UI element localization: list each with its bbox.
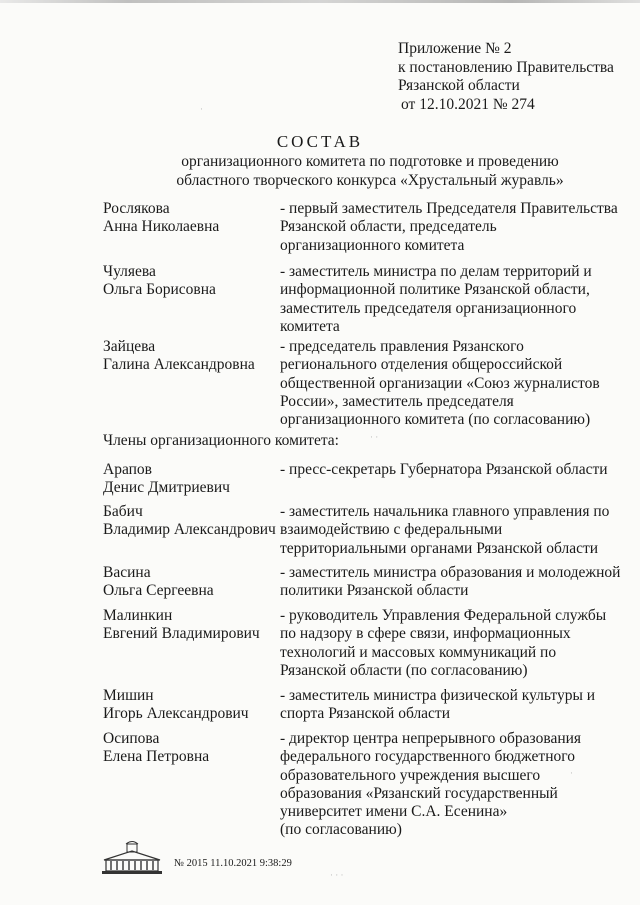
position-line: по надзору в сфере связи, информационных xyxy=(280,625,571,643)
position-line: федерального государственного бюджетного xyxy=(280,748,575,766)
position-line: - первый заместитель Председателя Правительства xyxy=(280,200,618,217)
member-name xyxy=(103,564,278,601)
registration-stamp xyxy=(100,840,400,880)
position-line: образовательного учреждения высшего xyxy=(280,766,541,784)
scan-speck: · · xyxy=(370,432,379,442)
position-line: взаимодействию с федеральными xyxy=(280,521,503,539)
member-name xyxy=(103,503,278,540)
member-position xyxy=(280,564,630,601)
member-surname: Арапов xyxy=(103,461,152,478)
position-line: - председатель правления Рязанского xyxy=(280,338,524,355)
member-position xyxy=(280,687,630,724)
member-surname: Осипова xyxy=(103,730,160,747)
government-building-icon xyxy=(100,840,164,876)
scan-speck: · xyxy=(570,768,573,778)
member-position xyxy=(280,730,630,840)
member-given-name: Владимир Александрович xyxy=(103,521,276,539)
position-line: общественной организации «Союз журналистов xyxy=(280,374,600,392)
subtitle-line-1: организационного комитета по подготовке и проведению xyxy=(181,153,559,170)
subtitle-line-2: областного творческого конкурса «Хрустальный журавль» xyxy=(176,172,564,189)
position-line: - заместитель начальника главного управления по xyxy=(280,503,610,520)
position-line: организационного комитета (по согласованию) xyxy=(280,411,591,429)
scan-edge xyxy=(0,0,640,3)
position-line: - заместитель министра физической культуры и xyxy=(280,687,596,704)
appendix-line-1: Приложение № 2 xyxy=(398,40,512,57)
member-surname: Васина xyxy=(103,564,151,581)
page-subtitle xyxy=(100,152,640,190)
position-line: заместитель председателя организационного xyxy=(280,299,577,317)
position-line: Рязанской области (по согласованию) xyxy=(280,661,528,679)
member-position xyxy=(280,607,630,680)
member-name xyxy=(103,263,278,300)
member-position xyxy=(280,200,630,255)
member-position xyxy=(280,263,630,336)
member-given-name: Ольга Борисовна xyxy=(103,281,216,299)
position-line: политики Рязанской области xyxy=(280,582,469,600)
appendix-line-3: Рязанской области xyxy=(398,77,520,94)
member-name xyxy=(103,730,278,767)
position-line: территориальными органами Рязанской области xyxy=(280,539,599,557)
position-line: - руководитель Управления Федеральной службы xyxy=(280,607,607,624)
member-given-name: Денис Дмитриевич xyxy=(103,479,230,497)
member-surname: Малинкин xyxy=(103,607,173,624)
position-line: комитета xyxy=(280,317,340,335)
position-line: технологий и массовых коммуникаций по xyxy=(280,643,557,661)
member-surname: Чуляева xyxy=(103,263,156,280)
appendix-line-4: от 12.10.2021 № 274 xyxy=(401,95,535,113)
member-surname: Бабич xyxy=(103,503,143,520)
members-heading: Члены организационного комитета: xyxy=(103,432,339,449)
scan-speck: · xyxy=(200,104,203,114)
member-name xyxy=(103,461,278,498)
position-line: информационной политике Рязанской области, xyxy=(280,281,590,299)
stamp-text: № 2015 11.10.2021 9:38:29 xyxy=(174,858,292,869)
member-given-name: Ольга Сергеевна xyxy=(103,582,214,600)
position-line: - директор центра непрерывного образования xyxy=(280,730,582,747)
member-position xyxy=(280,461,630,479)
position-line: Рязанской области, председатель xyxy=(280,218,497,236)
member-name xyxy=(103,338,278,375)
position-line: образования «Рязанский государственный xyxy=(280,784,558,802)
position-line: России», заместитель председателя xyxy=(280,392,514,410)
member-given-name: Анна Николаевна xyxy=(103,218,220,236)
page-title: СОСТАВ xyxy=(276,132,364,151)
position-line: университет имени С.А. Есенина» xyxy=(280,803,508,821)
appendix-block xyxy=(398,40,628,114)
position-line: регионального отделения общероссийской xyxy=(280,356,563,374)
member-surname: Мишин xyxy=(103,687,154,704)
member-position xyxy=(280,338,630,429)
position-line: спорта Рязанской области xyxy=(280,705,451,723)
member-name xyxy=(103,200,278,237)
member-given-name: Евгений Владимирович xyxy=(103,625,260,643)
position-line: - заместитель министра образования и молодежной xyxy=(280,564,621,581)
member-name xyxy=(103,607,278,644)
member-given-name: Игорь Александрович xyxy=(103,705,249,723)
member-surname: Рослякова xyxy=(103,200,170,217)
member-name xyxy=(103,687,278,724)
member-given-name: Елена Петровна xyxy=(103,748,210,766)
position-line: организационного комитета xyxy=(280,236,465,254)
member-surname: Зайцева xyxy=(103,338,156,355)
position-line: (по согласованию) xyxy=(280,821,402,839)
scan-speck: · · · xyxy=(330,870,344,880)
appendix-line-2: к постановлению Правительства xyxy=(398,58,614,76)
position-line: - заместитель министра по делам территорий и xyxy=(280,263,592,280)
member-position xyxy=(280,503,630,558)
member-given-name: Галина Александровна xyxy=(103,356,255,374)
position-line: - пресс-секретарь Губернатора Рязанской области xyxy=(280,461,608,478)
